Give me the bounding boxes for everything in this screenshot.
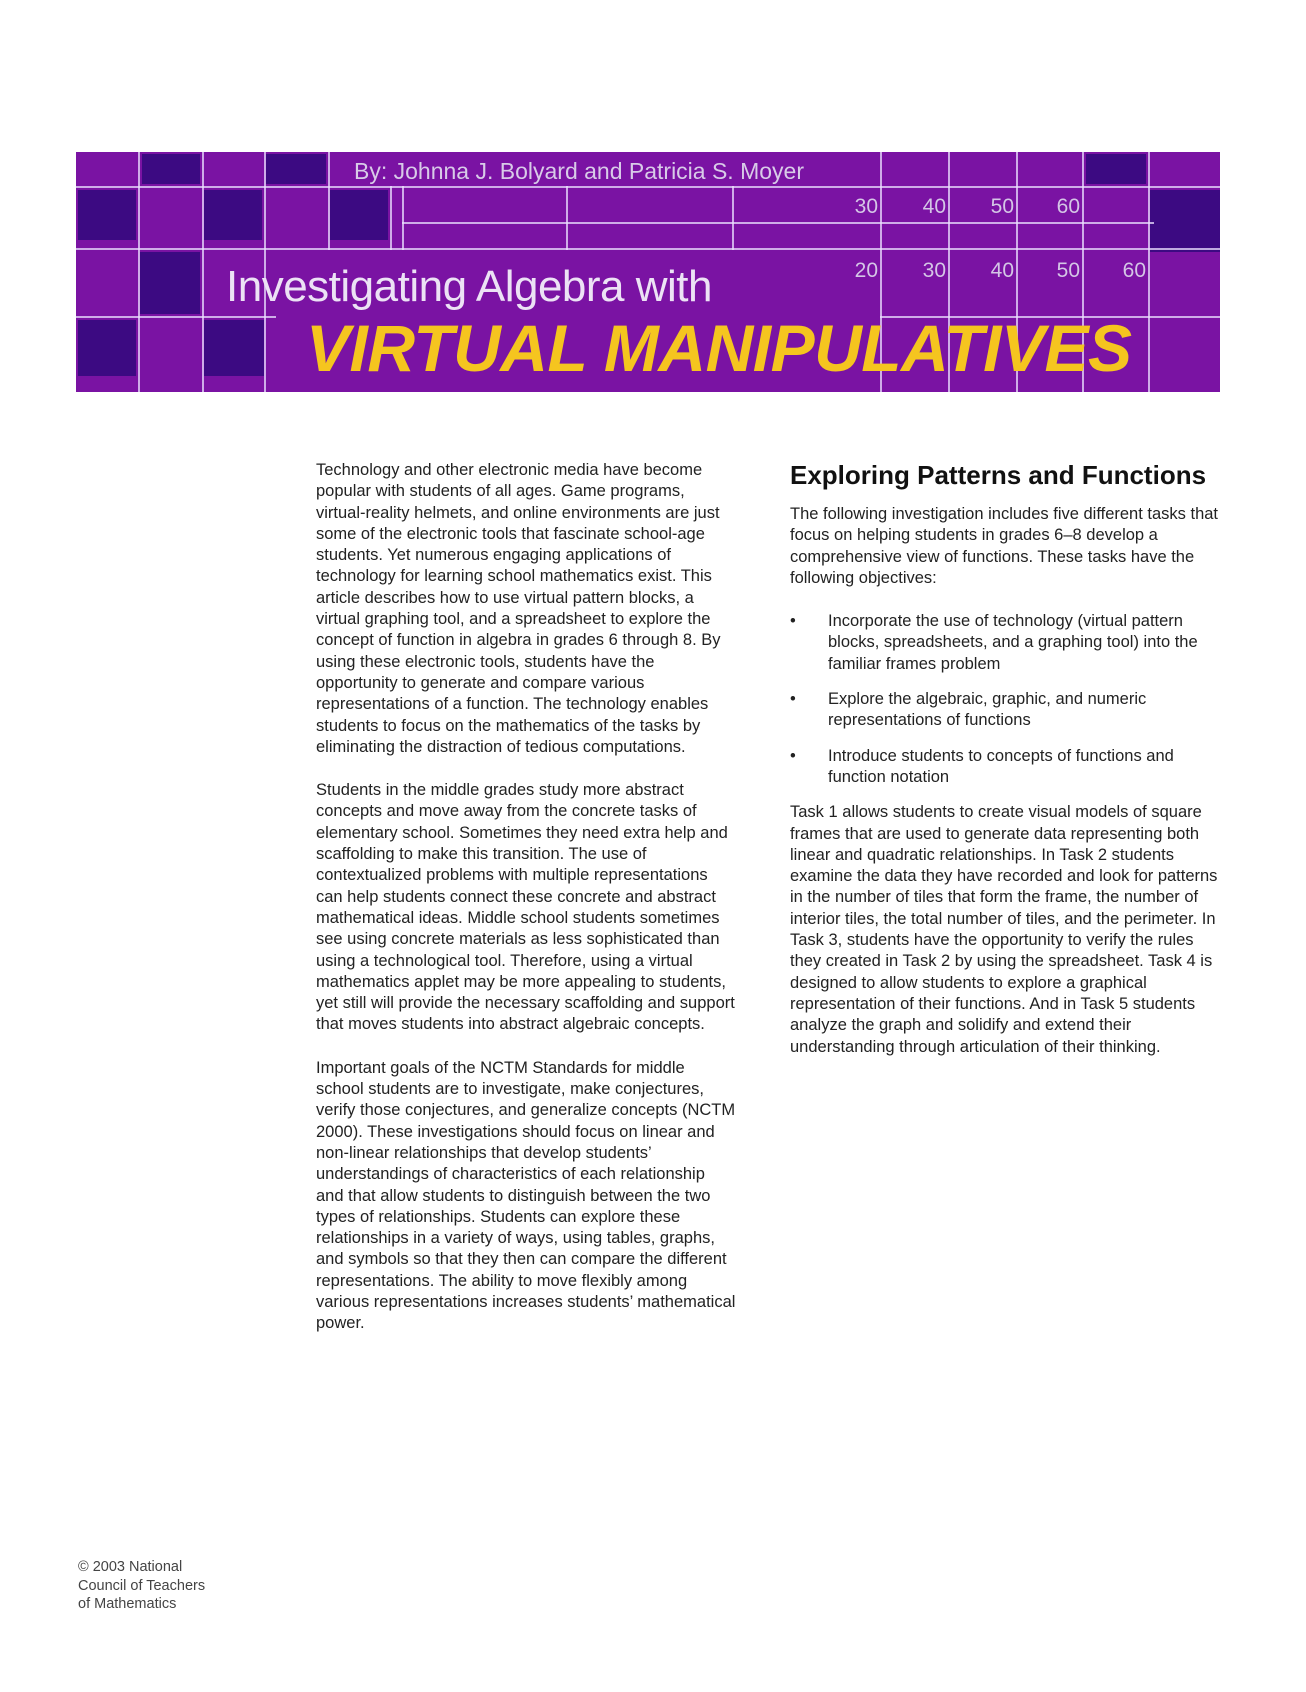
copyright-line: of Mathematics bbox=[78, 1596, 177, 1612]
copyright-line: Council of Teachers bbox=[78, 1577, 206, 1594]
banner-square bbox=[78, 190, 136, 240]
body-paragraph: Technology and other electronic media have become popular with students of all ages. Game programs, virtual-reality helmets, and online environments are just some of the electronic tools that fascinate school-age students. Yet numerous engaging applications of technology for learning school mathematics exist. This article describes how to use virtual pattern blocks, a virtual graphing tool, and a spreadsheet to explore the concept of function in algebra in grades 6 through 8. By using these electronic tools, students have the opportunity to generate and compare various representations of a function. The technology enables students to focus on the mathematics of the tasks by eliminating the distraction of tedious computations. bbox=[316, 461, 721, 756]
objective-item bbox=[790, 689, 1224, 732]
objective-item bbox=[790, 746, 1224, 789]
banner-square bbox=[204, 320, 264, 376]
left-column bbox=[316, 460, 736, 1357]
banner-grid-line bbox=[202, 152, 204, 392]
banner-square bbox=[140, 252, 200, 314]
title-banner bbox=[76, 152, 1220, 392]
objectives-list bbox=[790, 611, 1224, 788]
banner-square bbox=[330, 190, 388, 240]
banner-grid-line bbox=[76, 186, 1220, 188]
banner-grid-line bbox=[328, 152, 330, 250]
copyright-line: © 2003 National bbox=[78, 1559, 183, 1575]
objective-text: Introduce students to concepts of functions and function notation bbox=[828, 746, 1174, 786]
bullet-icon: • bbox=[790, 690, 796, 709]
intro-paragraph: The following investigation includes five different tasks that focus on helping students in grades 6–8 develop a comprehensive view of functions. These tasks have the following objectives: bbox=[790, 505, 1219, 587]
banner-grid-line bbox=[402, 222, 1154, 224]
body-paragraph: Students in the middle grades study more abstract concepts and move away from the concrete tasks of elementary school. Sometimes they need extra help and scaffolding to make this transition. The use of contextualized problems with multiple representations can help students connect these concrete and abstract mathematical ideas. Middle school students sometimes see using concrete materials as less sophisticated than using a technological tool. Therefore, using a virtual mathematics applet may be more appealing to students, yet still will provide the necessary scaffolding and support that moves students into abstract algebraic concepts. bbox=[316, 781, 735, 1034]
banner-grid-line bbox=[732, 186, 734, 250]
title-line-1: Investigating Algebra with bbox=[226, 262, 712, 311]
banner-grid-line bbox=[138, 152, 140, 392]
banner-square bbox=[1150, 190, 1220, 252]
objective-text: Incorporate the use of technology (virtual pattern blocks, spreadsheets, and a graphing tool) into the familiar frames problem bbox=[828, 612, 1198, 673]
banner-grid-line bbox=[402, 186, 404, 250]
bullet-icon: • bbox=[790, 746, 796, 765]
banner-grid-line bbox=[76, 316, 276, 318]
ruler-number: 50 bbox=[990, 195, 1014, 218]
copyright-notice bbox=[78, 1558, 258, 1614]
banner-grid-line bbox=[1148, 152, 1150, 392]
ruler-number: 30 bbox=[854, 195, 878, 218]
section-heading: Exploring Patterns and Functions bbox=[790, 460, 1207, 490]
ruler-number: 50 bbox=[1056, 259, 1080, 282]
banner-square bbox=[78, 320, 136, 376]
banner-grid-line bbox=[76, 248, 1220, 250]
ruler-number: 40 bbox=[990, 259, 1014, 282]
ruler-number: 60 bbox=[1056, 195, 1080, 218]
banner-square bbox=[266, 154, 326, 184]
body-paragraph: Important goals of the NCTM Standards for middle school students are to investigate, make conjectures, verify those conjectures, and generalize concepts (NCTM 2000). These investigations should focus on linear and non-linear relationships that develop students’ understandings of characteristics of each relationship and that allow students to distinguish between the two types of relationships. Students can explore these relationships in a variety of ways, using tables, graphs, and symbols so that they then can compare the different representations. The ability to move flexibly among various representations increases students’ mathematical power. bbox=[316, 1058, 736, 1333]
banner-grid-line bbox=[390, 186, 392, 250]
tasks-paragraph: Task 1 allows students to create visual models of square frames that are used to generate data representing both linear and quadratic relationships. In Task 2 students examine the data they have recorded and look for patterns in the number of tiles that form the frame, the number of interior tiles, the total number of tiles, and the perimeter. In Task 3, students have the opportunity to verify the rules they created in Task 2 by using the spreadsheet. Task 4 is designed to allow students to explore a graphical representation of their functions. And in Task 5 students analyze the graph and solidify and extend their understanding through articulation of their thinking. bbox=[790, 803, 1218, 1056]
ruler-number: 30 bbox=[922, 259, 946, 282]
title-line-2: VIRTUAL MANIPULATIVES bbox=[306, 311, 1132, 385]
ruler-number: 60 bbox=[1122, 259, 1146, 282]
ruler-number: 40 bbox=[922, 195, 946, 218]
banner-square bbox=[204, 190, 262, 240]
author-byline: By: Johnna J. Bolyard and Patricia S. Moyer bbox=[354, 158, 804, 184]
objective-item bbox=[790, 611, 1224, 675]
banner-square bbox=[142, 154, 200, 184]
ruler-number: 20 bbox=[854, 259, 878, 282]
right-column bbox=[790, 460, 1224, 1080]
banner-square bbox=[1086, 154, 1146, 184]
bullet-icon: • bbox=[790, 612, 796, 631]
banner-grid-line bbox=[566, 186, 568, 250]
objective-text: Explore the algebraic, graphic, and numeric representations of functions bbox=[828, 690, 1147, 730]
